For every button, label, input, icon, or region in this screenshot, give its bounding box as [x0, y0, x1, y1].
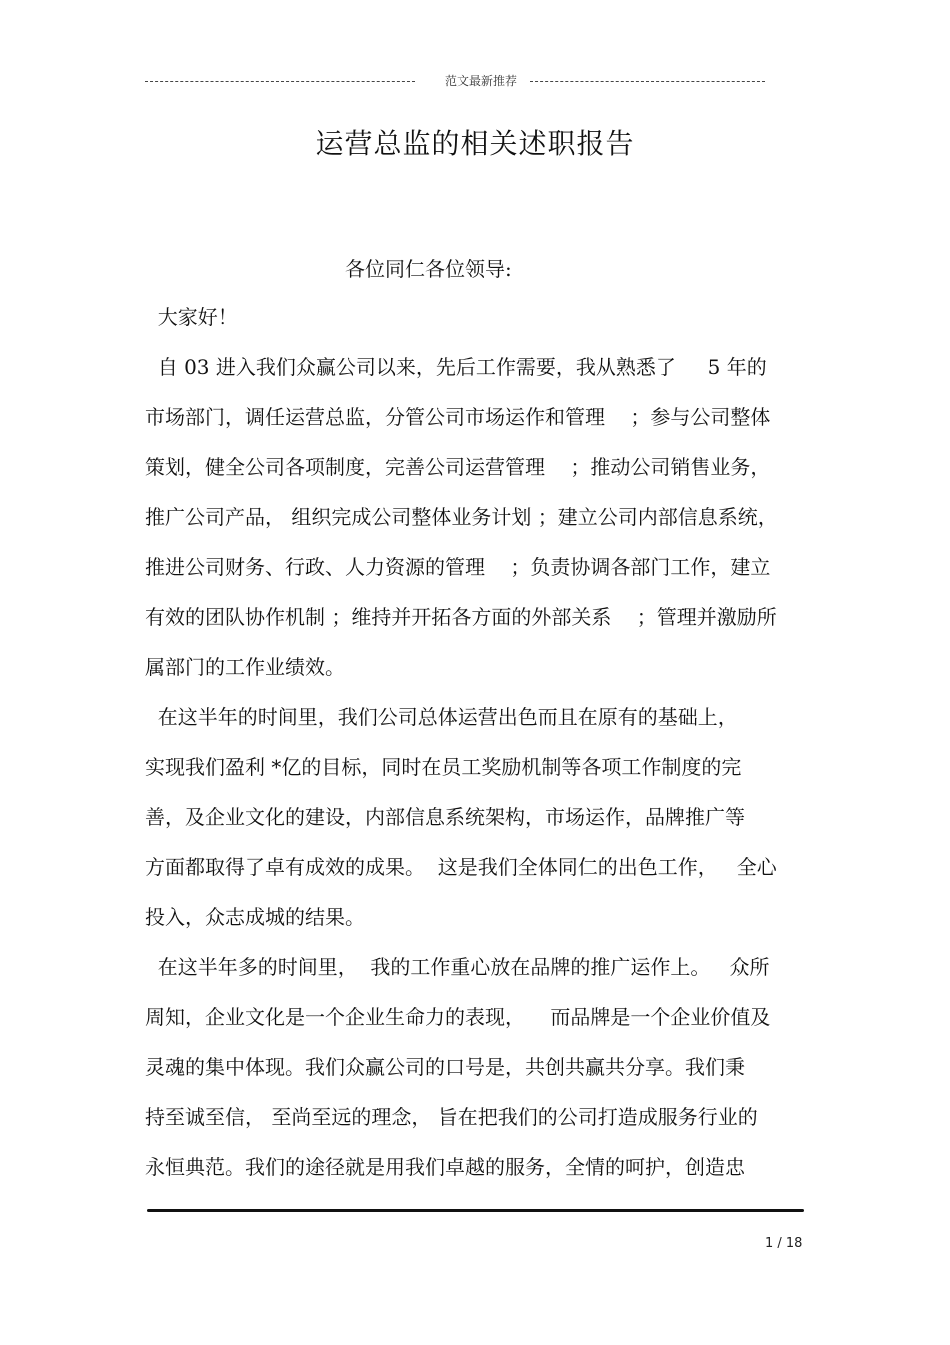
body-line: 周知，企业文化是一个企业生命力的表现， 而品牌是一个企业价值及	[145, 1005, 771, 1029]
body-line: 有效的团队协作机制 ；维持并开拓各方面的外部关系 ；管理并激励所	[145, 605, 777, 629]
header-rule-right	[530, 81, 765, 82]
body-line: 方面都取得了卓有成效的成果。 这是我们全体同仁的出色工作， 全心	[145, 855, 777, 879]
body-line: 策划，健全公司各项制度，完善公司运营管理 ；推动公司销售业务，	[145, 455, 771, 479]
document-title: 运营总监的相关述职报告	[315, 127, 635, 160]
body-line: 推广公司产品， 组织完成公司整体业务计划 ；建立公司内部信息系统，	[145, 505, 778, 529]
body-line: 自 03 进入我们众赢公司以来，先后工作需要，我从熟悉了 5 年的	[145, 355, 767, 379]
body-line: 投入，众志成城的结果。	[145, 905, 365, 929]
body-line: 持至诚至信， 至尚至远的理念， 旨在把我们的公司打造成服务行业的	[145, 1105, 758, 1129]
body-line: 大家好！	[145, 305, 238, 329]
page-header	[145, 72, 765, 92]
body-line: 在这半年的时间里，我们公司总体运营出色而且在原有的基础上，	[145, 705, 738, 729]
body-line: 属部门的工作业绩效。	[145, 655, 345, 679]
salutation: 各位同仁各位领导:	[345, 257, 512, 281]
header-text: 范文最新推荐	[445, 74, 518, 88]
body-line: 实现我们盈利 *亿的目标，同时在员工奖励机制等各项工作制度的完	[145, 755, 742, 779]
header-rule-left	[145, 81, 415, 82]
body-line: 永恒典范。我们的途径就是用我们卓越的服务，全情的呵护，创造忠	[145, 1155, 745, 1179]
page-number: 1 / 18	[765, 1236, 803, 1251]
footer-rule	[147, 1209, 804, 1212]
body-line: 在这半年多的时间里， 我的工作重心放在品牌的推广运作上。 众所	[145, 955, 770, 979]
body-line: 灵魂的集中体现。我们众赢公司的口号是，共创共赢共分享。我们秉	[145, 1055, 745, 1079]
body-line: 推进公司财务、行政、人力资源的管理 ；负责协调各部门工作，建立	[145, 555, 771, 579]
body-line: 市场部门，调任运营总监，分管公司市场运作和管理 ；参与公司整体	[145, 405, 771, 429]
body-line: 善，及企业文化的建设，内部信息系统架构，市场运作，品牌推广等	[145, 805, 745, 829]
